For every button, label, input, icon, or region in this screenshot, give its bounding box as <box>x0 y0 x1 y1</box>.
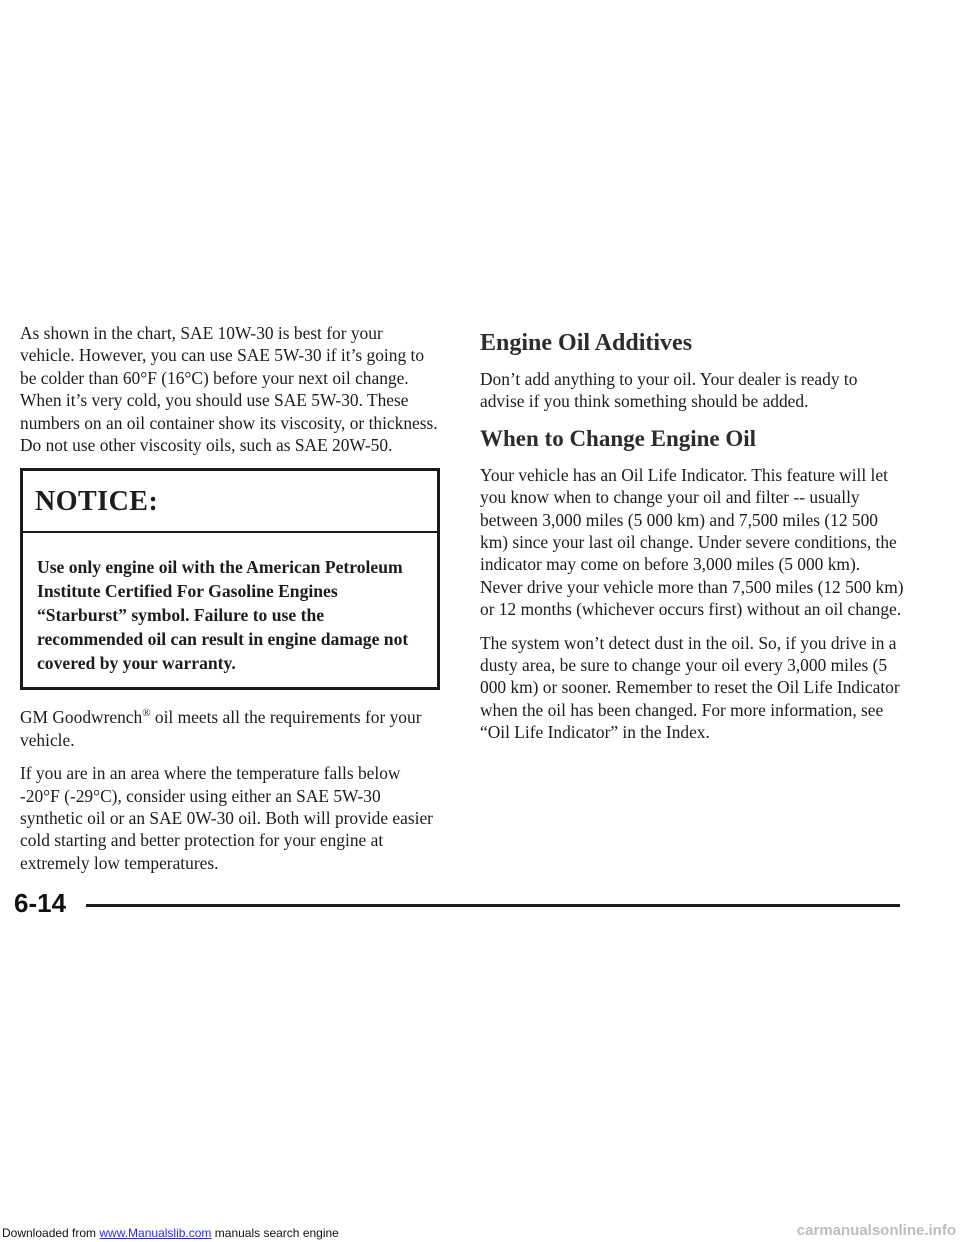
download-footer <box>2 1226 339 1240</box>
goodwrench-prefix: GM Goodwrench <box>20 707 143 728</box>
footer-rule <box>86 904 900 907</box>
dusty-area-paragraph: The system won’t detect dust in the oil. So, if you drive in a dusty area, be sure to change your oil every 3,000 miles (5 000 km) or sooner. Remember to reset the Oil Life Indicator when the oil has been changed. For more information, see “Oil Life Indicator” in the Index. <box>480 632 900 743</box>
footer-prefix: Downloaded from <box>2 1226 100 1240</box>
manualslib-link[interactable]: www.Manualslib.com <box>99 1226 212 1240</box>
registered-mark: ® <box>142 707 151 720</box>
right-column <box>480 322 905 755</box>
watermark: carmanualsonline.info <box>796 1222 956 1239</box>
oil-viscosity-paragraph: As shown in the chart, SAE 10W-30 is best for your vehicle. However, you can use SAE 5W-30 if it’s going to be colder than 60°F (16°C) before your next oil change. When it’s very cold, you should use SAE 5W-30. These numbers on an oil container show its viscosity, or thickness. Do not use other viscosity oils, such as SAE 20W-50. <box>20 323 438 456</box>
left-column <box>20 322 440 885</box>
engine-oil-additives-heading: Engine Oil Additives <box>480 330 693 356</box>
footer-suffix: manuals search engine <box>211 1226 339 1240</box>
goodwrench-suffix: oil meets all the requirements for your vehicle. <box>20 707 422 750</box>
page-number: 6-14 <box>14 888 67 918</box>
additives-paragraph: Don’t add anything to your oil. Your dealer is ready to advise if you think something should be added. <box>480 369 858 412</box>
when-to-change-heading: When to Change Engine Oil <box>480 425 757 451</box>
cold-temperature-paragraph: If you are in an area where the temperature falls below -20°F (-29°C), consider using either an SAE 5W-30 synthetic oil or an SAE 0W-30 oil. Both will provide easier cold starting and better protection for your engine at extremely low temperatures. <box>20 763 433 873</box>
oil-life-indicator-paragraph: Your vehicle has an Oil Life Indicator. This feature will let you know when to change your oil and filter -- usually between 3,000 miles (5 000 km) and 7,500 miles (12 500 km) since your last oil change. Under severe conditions, the indicator may come on before 3,000 miles (5 000 km). Never drive your vehicle more than 7,500 miles (12 500 km) or 12 months (whichever occurs first) without an oil change. <box>480 464 904 620</box>
notice-body: Use only engine oil with the American Petroleum Institute Certified For Gasoline Engines “Starburst” symbol. Failure to use the recommended oil can result in engine damage not covered by your warranty. <box>37 557 409 674</box>
notice-box <box>20 468 440 690</box>
notice-title: NOTICE: <box>23 471 437 533</box>
goodwrench-paragraph <box>20 706 440 751</box>
